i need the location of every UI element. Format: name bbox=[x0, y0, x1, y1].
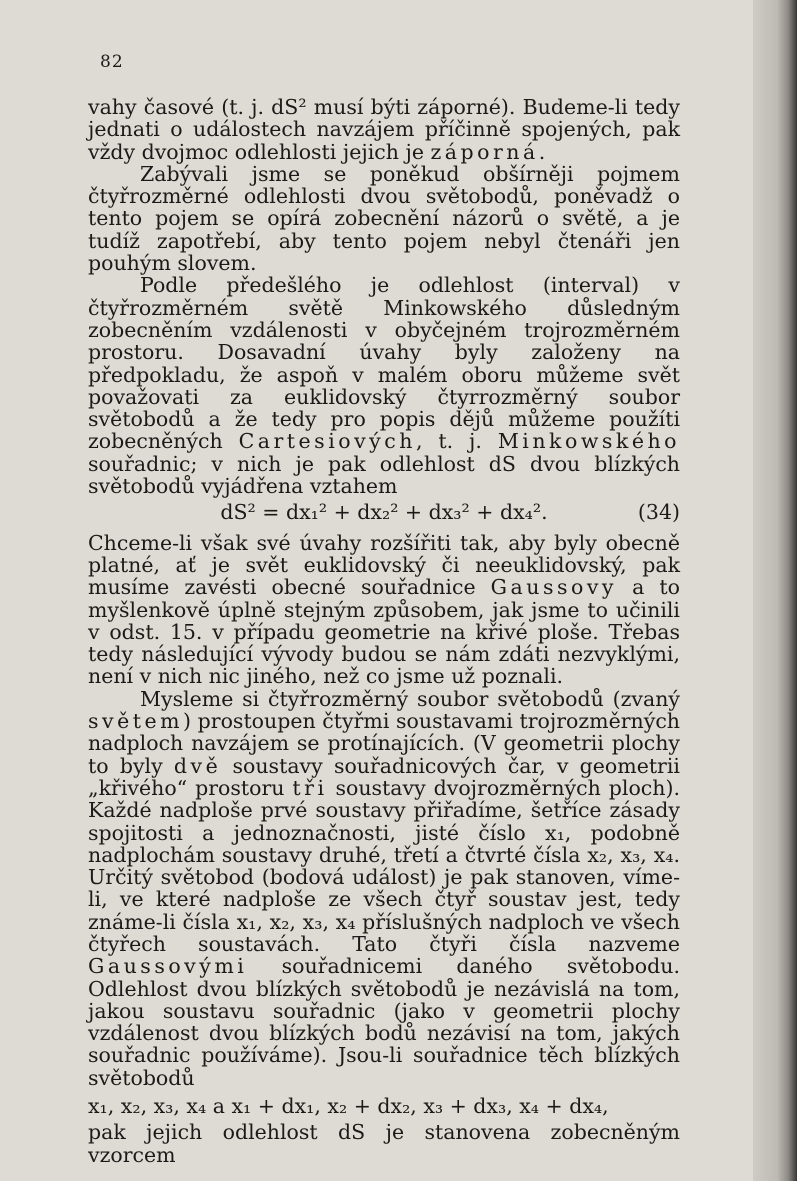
equation-34-formula: dS² = dx₁² + dx₂² + dx₃² + dx₄². bbox=[220, 500, 548, 525]
paragraph-3-text-a: Podle předešlého je odlehlost (interval) v čtyřrozměrném světě Minkowského důsledným zobecněním vzdálenosti v obyčejném trojrozměrném prostoru. Dosavadní úvahy byly založeny na předpokladu, že aspoň v malém oboru můžeme svět považovati za euklidovský čtyrrozměrný soubor světobodů a že tedy pro popis dějů můžeme použíti zobecněných bbox=[88, 273, 680, 454]
equation-number: (34) bbox=[637, 500, 680, 525]
equation-coordinates: x₁, x₂, x₃, x₄ a x₁ + dx₁, x₂ + dx₂, x₃ + dx₃, x₄ + dx₄, bbox=[88, 1094, 609, 1119]
page-body bbox=[88, 96, 680, 1166]
paragraph-6: pak jejich odlehlost dS je stanovena zobecněným vzorcem bbox=[88, 1120, 680, 1167]
spaced-word: Gaussovými bbox=[88, 954, 248, 979]
spaced-word: Cartesiových bbox=[238, 429, 416, 454]
paragraph-4-text-b: a to myšlenkově úplně stejným způsobem, jak jsme to učinili v odst. 15. v případu geometrie na křivé ploše. Třebas tedy následující vývody budou se nám zdáti nezvyklými, není v nich nic jiného, než co jsme už poznali. bbox=[88, 575, 680, 689]
book-spine-shadow bbox=[753, 0, 797, 1181]
spaced-word: Minkowského bbox=[497, 429, 680, 454]
paragraph-5-text-d: soustavy dvojrozměrných ploch). Každé nadploše prvé soustavy přiřadíme, šetříce zásady spojitosti a jednoznačnosti, jisté číslo x₁, podobně nadplochám soustavy druhé, třetí a čtvrté čísla x₂, x₃, x₄. Určitý světobod (bodová událost) je pak stanoven, víme-li, ve které nadploše ze všech čtyř soustav jest, tedy známe-li čísla x₁, x₂, x₃, x₄ příslušných nadploch ve všech čtyřech soustavách. Tato čtyři čísla nazveme bbox=[88, 775, 680, 956]
spaced-word: tři bbox=[292, 775, 328, 800]
paragraph-1-text: vahy časové (t. j. dS² musí býti záporné). Budeme-li tedy jednati o událostech navzájem příčinně spojených, pak vždy dvojmoc odlehlosti jejich je bbox=[88, 95, 680, 164]
paragraph-1 bbox=[88, 96, 680, 163]
paragraph-3-text-b: , t. j. bbox=[415, 429, 498, 454]
page-number: 82 bbox=[100, 52, 124, 72]
paragraph-5-text-a: Mysleme si čtyřrozměrný soubor světobodů (zvaný bbox=[140, 686, 680, 711]
paragraph-5-text-e: souřadnicemi daného světobodu. Odlehlost dvou blízkých světobodů je nezávislá na tom, jakou soustavu souřadnic (jako v geometrii plochy vzdálenost dvou blízkých bodů nezávisí na tom, jakých souřadnic používáme). Jsou-li souřadnice těch blízkých světobodů bbox=[88, 954, 680, 1090]
paragraph-5-text-c: soustavy souřadnicových čar, v geometrii „křivého“ prostoru bbox=[88, 753, 680, 800]
equation-34 bbox=[88, 501, 680, 523]
paragraph-3-text-c: souřadnic; v nich je pak odlehlost dS dvou blízkých světobodů vyjádřena vztahem bbox=[88, 451, 680, 499]
spaced-word: záporná bbox=[430, 139, 539, 164]
paragraph-4 bbox=[88, 532, 680, 688]
paragraph-5-text-b: ) prostoupen čtyřmi soustavami trojrozměrných nadploch navzájem se protínajících. (V geometrii plochy to byly bbox=[88, 709, 680, 778]
spaced-word: Gaussovy bbox=[490, 575, 618, 600]
spaced-word: světem bbox=[88, 709, 184, 734]
paragraph-5 bbox=[88, 688, 680, 1089]
paragraph-4-text-a: Chceme-li však své úvahy rozšířiti tak, aby byly obecně platné, ať je svět euklidovský či neeuklidovský, pak musíme zavésti obecné souřadnice bbox=[88, 530, 680, 600]
spaced-word: dvě bbox=[173, 753, 222, 778]
paragraph-2: Zabývali jsme se poněkud obšírněji pojmem čtyřrozměrné odlehlosti dvou světobodů, poněvadž o tento pojem se opírá zobecnění názorů o světě, a je tudíž zapotřebí, aby tento pojem nebyl čtenáři jen pouhým slovem. bbox=[88, 161, 680, 276]
paragraph-1-end: . bbox=[538, 139, 546, 164]
paragraph-3 bbox=[88, 274, 680, 497]
